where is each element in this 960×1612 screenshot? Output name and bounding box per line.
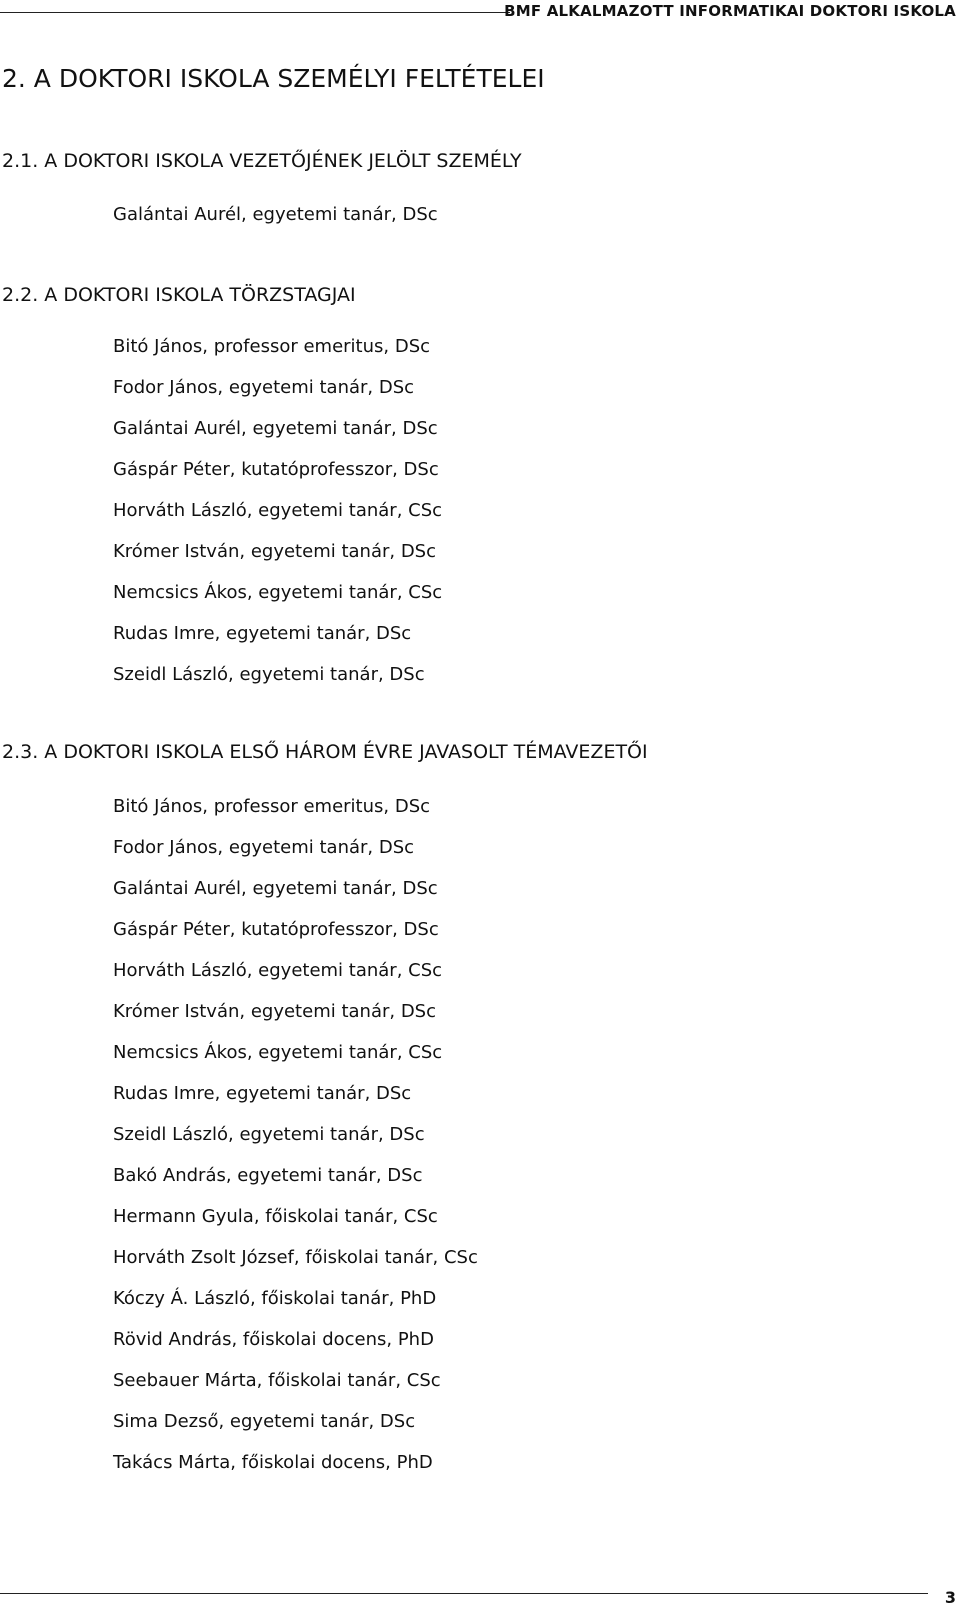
supervisor: Szeidl László, egyetemi tanár, DSc	[113, 1124, 425, 1145]
supervisor: Rövid András, főiskolai docens, PhD	[113, 1329, 434, 1350]
core-member: Bitó János, professor emeritus, DSc	[113, 336, 431, 357]
supervisor: Kóczy Á. László, főiskolai tanár, PhD	[113, 1288, 437, 1309]
supervisor: Sima Dezső, egyetemi tanár, DSc	[113, 1411, 416, 1432]
core-member: Gáspár Péter, kutatóprofesszor, DSc	[113, 459, 439, 480]
supervisor: Bakó András, egyetemi tanár, DSc	[113, 1165, 423, 1186]
core-member: Nemcsics Ákos, egyetemi tanár, CSc	[113, 582, 443, 603]
core-member: Horváth László, egyetemi tanár, CSc	[113, 500, 443, 521]
core-member: Galántai Aurél, egyetemi tanár, DSc	[113, 418, 438, 439]
header-title: BMF ALKALMAZOTT INFORMATIKAI DOKTORI ISKOLA	[504, 2, 956, 20]
core-member: Krómer István, egyetemi tanár, DSc	[113, 541, 436, 562]
supervisor: Hermann Gyula, főiskolai tanár, CSc	[113, 1206, 438, 1227]
school-leader: Galántai Aurél, egyetemi tanár, DSc	[113, 204, 438, 225]
section-heading-2-3: 2.3. A DOKTORI ISKOLA ELSŐ HÁROM ÉVRE JAVASOLT TÉMAVEZETŐI	[2, 741, 648, 763]
page-header	[0, 0, 960, 24]
supervisor: Galántai Aurél, egyetemi tanár, DSc	[113, 878, 438, 899]
chapter-title: 2. A DOKTORI ISKOLA SZEMÉLYI FELTÉTELEI	[2, 64, 545, 93]
section-heading-2-2: 2.2. A DOKTORI ISKOLA TÖRZSTAGJAI	[2, 284, 356, 306]
supervisor: Nemcsics Ákos, egyetemi tanár, CSc	[113, 1042, 443, 1063]
section-heading-2-1: 2.1. A DOKTORI ISKOLA VEZETŐJÉNEK JELÖLT SZEMÉLY	[2, 150, 522, 172]
supervisor: Rudas Imre, egyetemi tanár, DSc	[113, 1083, 412, 1104]
supervisor: Fodor János, egyetemi tanár, DSc	[113, 837, 415, 858]
supervisor: Horváth László, egyetemi tanár, CSc	[113, 960, 443, 981]
core-member: Szeidl László, egyetemi tanár, DSc	[113, 664, 425, 685]
supervisor: Takács Márta, főiskolai docens, PhD	[113, 1452, 433, 1473]
supervisor: Horváth Zsolt József, főiskolai tanár, CSc	[113, 1247, 478, 1268]
supervisor: Krómer István, egyetemi tanár, DSc	[113, 1001, 436, 1022]
core-member: Fodor János, egyetemi tanár, DSc	[113, 377, 415, 398]
core-member: Rudas Imre, egyetemi tanár, DSc	[113, 623, 412, 644]
supervisor: Seebauer Márta, főiskolai tanár, CSc	[113, 1370, 441, 1391]
page-number: 3	[944, 1588, 956, 1607]
supervisor: Bitó János, professor emeritus, DSc	[113, 796, 431, 817]
footer-rule	[0, 1593, 928, 1594]
supervisor: Gáspár Péter, kutatóprofesszor, DSc	[113, 919, 439, 940]
header-rule	[0, 12, 510, 13]
